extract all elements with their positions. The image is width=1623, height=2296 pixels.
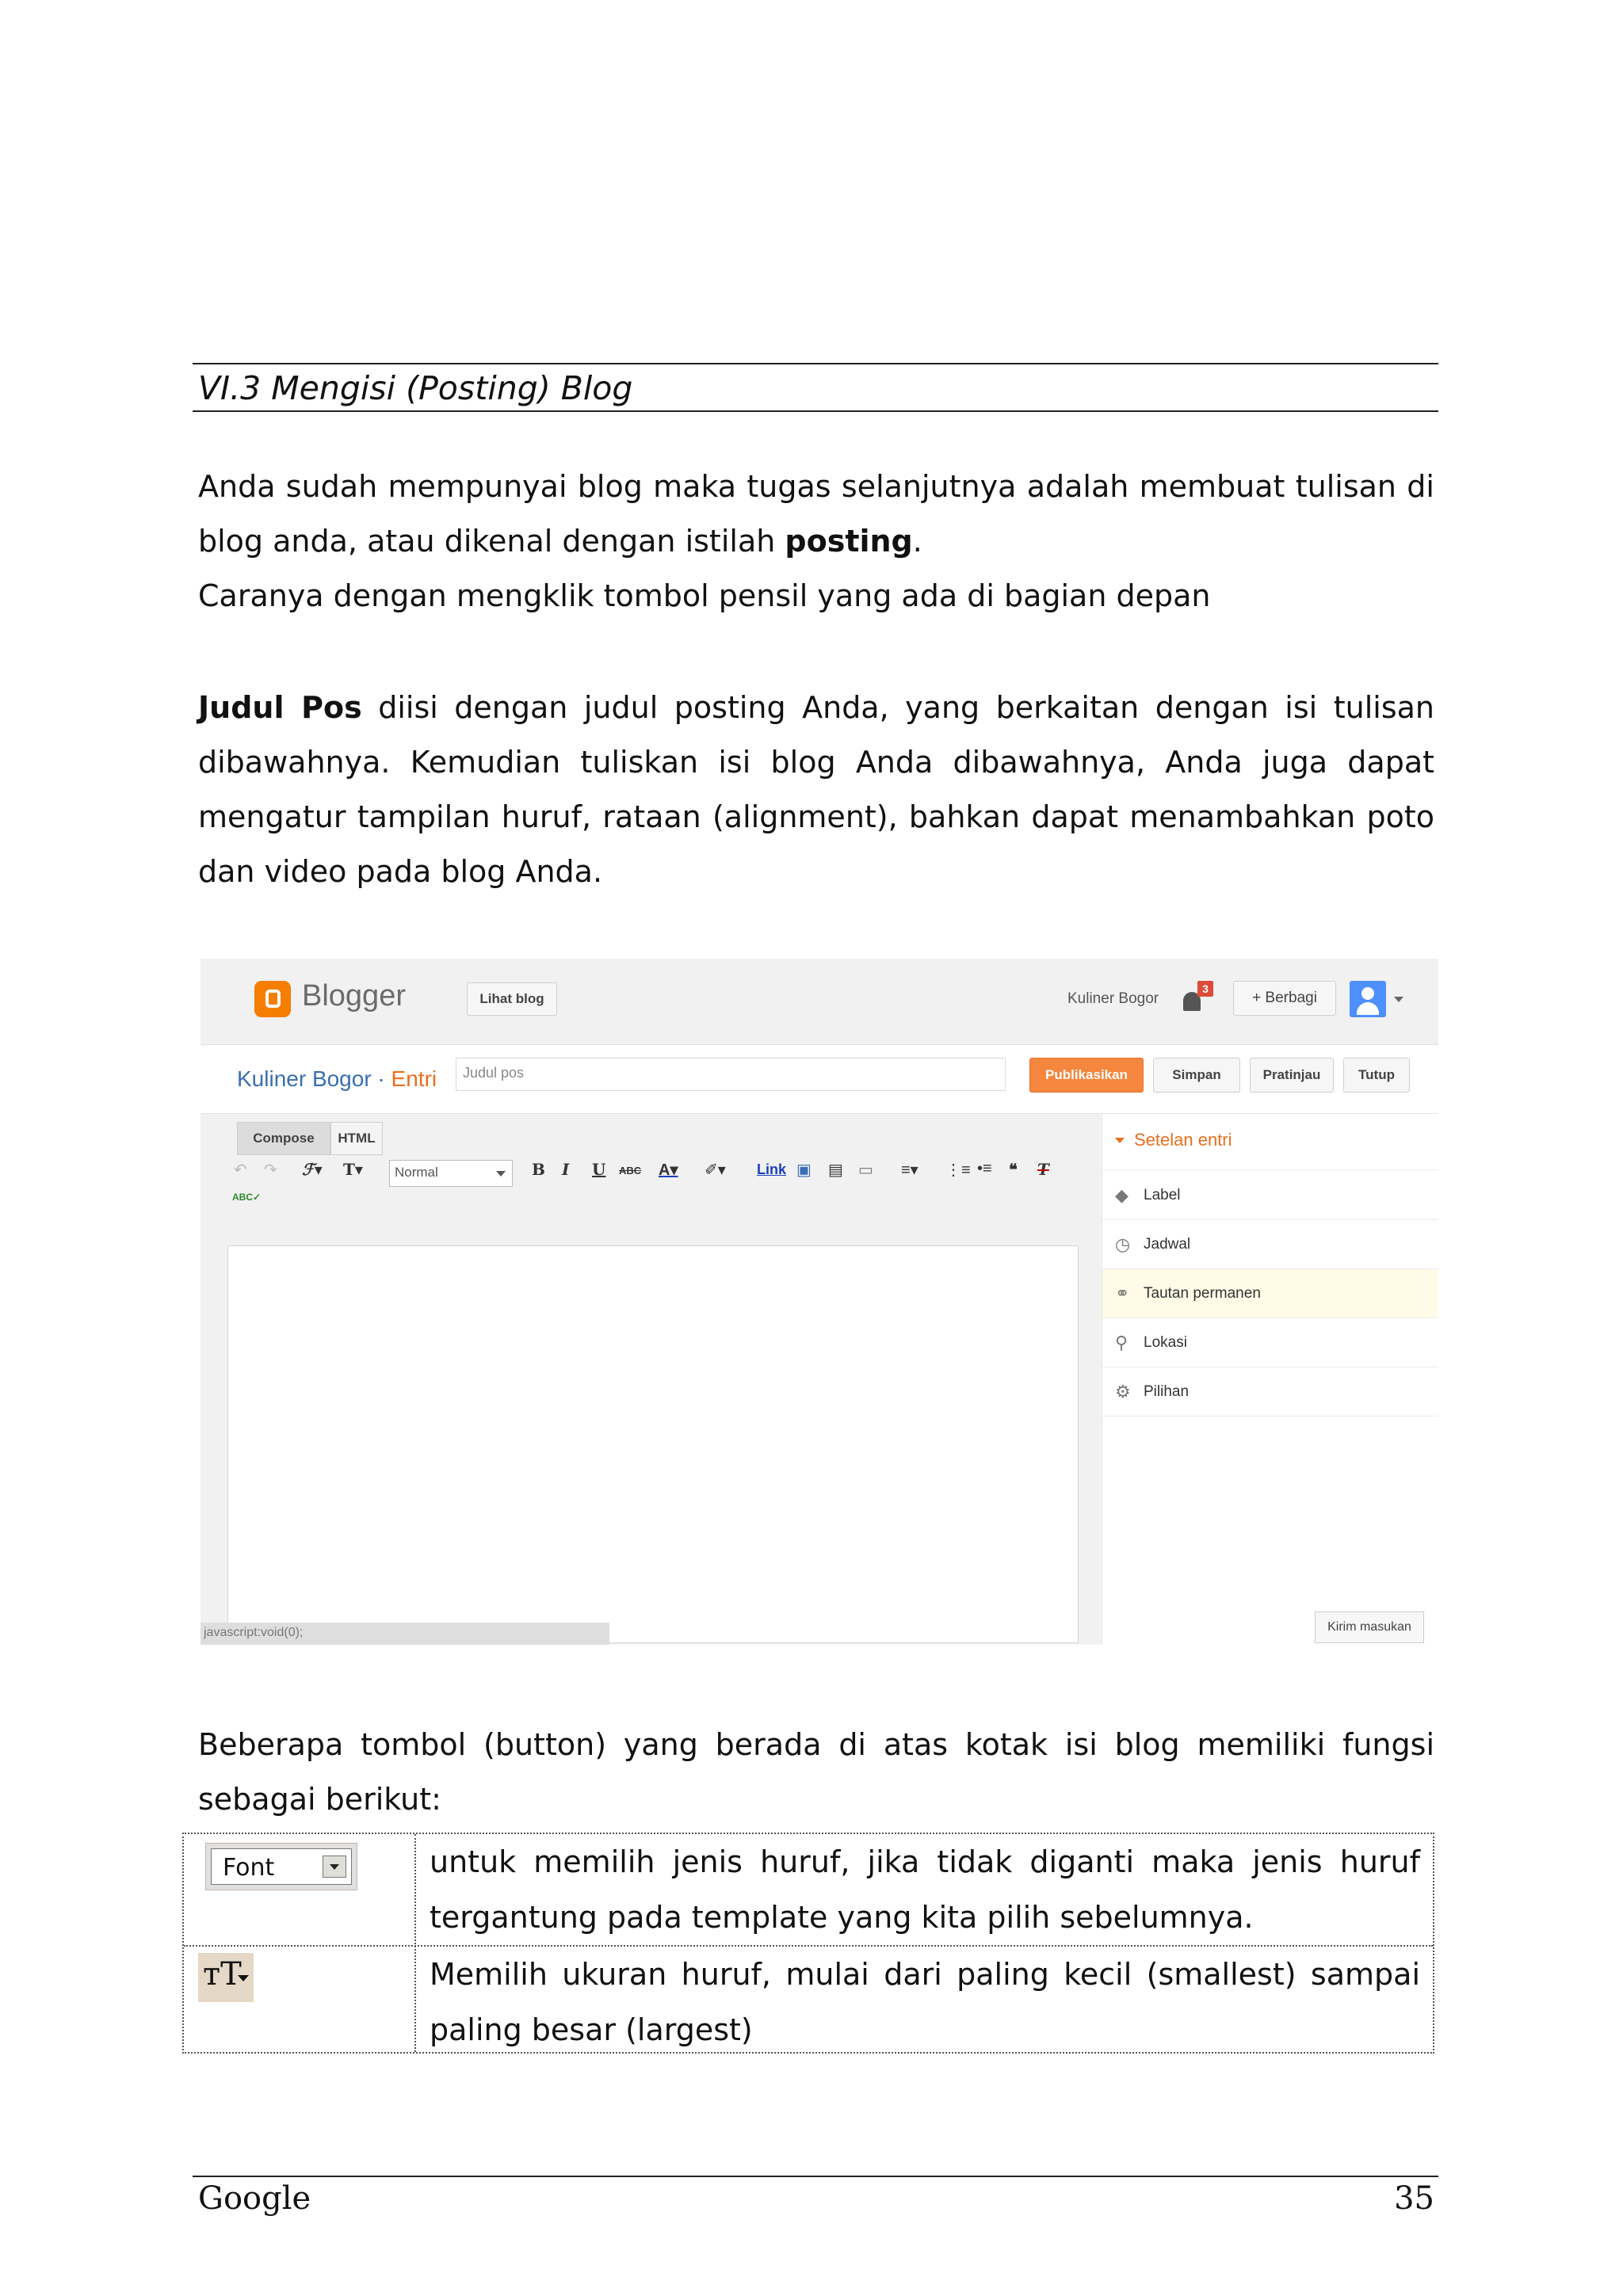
judul-paragraph <box>198 681 1434 899</box>
blog-breadcrumb: Kuliner Bogor · Entri <box>237 1066 437 1091</box>
undo-icon[interactable]: ↶ <box>234 1161 247 1179</box>
post-title-bar <box>200 1045 1438 1114</box>
settings-item-permalink[interactable]: ⚭ Tautan permanen <box>1102 1269 1438 1318</box>
page-number: 35 <box>1394 2180 1434 2217</box>
posting-term: posting <box>785 524 913 559</box>
gear-icon: ⚙ <box>1115 1382 1131 1402</box>
font-dropdown-widget <box>205 1843 357 1890</box>
tag-icon: ◆ <box>1115 1185 1128 1205</box>
redo-icon[interactable]: ↷ <box>264 1161 277 1179</box>
button-function-table <box>182 1833 1434 2054</box>
judul-line-3: mengatur tampilan huruf, rataan (alignment), bahkan dapat menambahkan poto <box>198 799 1434 834</box>
blogger-logo-icon <box>254 981 291 1017</box>
chevron-down-icon <box>238 1975 249 1981</box>
settings-heading[interactable]: Setelan entri <box>1134 1130 1232 1150</box>
post-body-editor[interactable] <box>227 1245 1079 1643</box>
settings-item-options[interactable]: ⚙ Pilihan <box>1102 1367 1438 1417</box>
video-icon[interactable]: ▤ <box>828 1161 843 1179</box>
quote-icon[interactable]: ❝ <box>1009 1161 1018 1179</box>
buttons-intro-paragraph <box>198 1718 1434 1827</box>
settings-item-label[interactable]: ◆ Label <box>1102 1171 1438 1220</box>
font-dropdown-label: Font <box>223 1854 275 1882</box>
link-button[interactable]: Link <box>757 1161 787 1177</box>
table-row-2-description: Memilih ukuran huruf, mulai dari paling kecil (smallest) sampai paling besar (largest) <box>430 1957 1420 2047</box>
publish-button[interactable]: Publikasikan <box>1029 1058 1144 1093</box>
buttons-intro-line-1: Beberapa tombol (button) yang berada di atas kotak isi blog memiliki fungsi <box>198 1727 1434 1762</box>
judul-line-1: Judul Pos diisi dengan judul posting Anda, yang berkaitan dengan isi tulisan <box>198 690 1434 725</box>
settings-item-schedule[interactable]: ◷ Jadwal <box>1102 1220 1438 1269</box>
settings-item-location[interactable]: ⚲ Lokasi <box>1102 1318 1438 1367</box>
avatar[interactable] <box>1350 981 1386 1017</box>
header-bottom-rule <box>193 410 1438 412</box>
strikethrough-icon[interactable]: ABC <box>619 1165 642 1177</box>
intro-line-3: Caranya dengan mengklik tombol pensil yang ada di bagian depan <box>198 578 1211 613</box>
chevron-down-icon <box>323 1855 346 1878</box>
blogger-editor-screenshot <box>200 959 1438 1645</box>
post-settings-panel <box>1102 1114 1438 1645</box>
save-button[interactable]: Simpan <box>1153 1058 1240 1093</box>
footer-label: Google <box>198 2180 311 2217</box>
text-color-icon[interactable]: A▾ <box>659 1161 678 1179</box>
bullet-list-icon[interactable]: •≡ <box>977 1160 992 1177</box>
underline-icon[interactable]: U <box>592 1160 606 1179</box>
table-row-1-description: untuk memilih jenis huruf, jika tidak diganti maka jenis huruf tergantung pada template yang kita pilih sebelumnya. <box>430 1844 1420 1935</box>
judul-pos-term: Judul Pos <box>198 690 362 725</box>
intro-line-1: Anda sudah mempunyai blog maka tugas selanjutnya adalah membuat tulisan di <box>198 469 1434 504</box>
font-size-icon[interactable]: T▾ <box>343 1160 363 1179</box>
clock-icon: ◷ <box>1115 1234 1131 1254</box>
user-name: Kuliner Bogor <box>1067 990 1159 1007</box>
share-button[interactable]: + Berbagi <box>1233 981 1336 1016</box>
footer-rule <box>193 2176 1438 2177</box>
intro-paragraph <box>198 460 1434 624</box>
font-size-icon: ᴛT <box>203 1956 242 1993</box>
font-family-icon[interactable]: ℱ▾ <box>302 1160 323 1179</box>
send-feedback-button[interactable]: Kirim masukan <box>1315 1611 1424 1643</box>
header-top-rule <box>193 363 1438 364</box>
image-icon[interactable]: ▣ <box>796 1161 812 1179</box>
intro-line-2: blog anda, atau dikenal dengan istilah posting. <box>198 524 922 559</box>
notification-badge: 3 <box>1197 981 1213 997</box>
chevron-down-icon <box>1115 1138 1125 1143</box>
table-column-divider <box>414 1834 416 2052</box>
post-title-input[interactable]: Judul pos <box>456 1058 1006 1091</box>
clear-format-icon[interactable]: T <box>1037 1160 1049 1179</box>
close-button[interactable]: Tutup <box>1343 1058 1410 1093</box>
link-icon: ⚭ <box>1115 1283 1130 1303</box>
blogger-app-name: Blogger <box>302 979 406 1013</box>
buttons-intro-line-2: sebagai berikut: <box>198 1782 441 1817</box>
bold-icon[interactable]: B <box>532 1160 545 1179</box>
view-blog-button[interactable]: Lihat blog <box>467 982 557 1016</box>
editor-area <box>200 1114 1101 1645</box>
numbered-list-icon[interactable]: ⋮≡ <box>945 1161 971 1179</box>
section-title: VI.3 Mengisi (Posting) Blog <box>198 369 633 407</box>
location-pin-icon: ⚲ <box>1115 1333 1128 1352</box>
spellcheck-icon[interactable]: ABC✓ <box>232 1192 262 1203</box>
align-icon[interactable]: ≡▾ <box>901 1161 918 1179</box>
font-size-widget <box>198 1953 254 2002</box>
italic-icon[interactable]: I <box>562 1160 570 1179</box>
chevron-down-icon[interactable] <box>1394 997 1403 1002</box>
judul-line-4: dan video pada blog Anda. <box>198 854 603 889</box>
format-select[interactable]: Normal <box>389 1160 513 1187</box>
tab-compose[interactable]: Compose <box>237 1122 330 1155</box>
jump-break-icon[interactable]: ▭ <box>858 1161 873 1179</box>
tab-html[interactable]: HTML <box>330 1122 383 1155</box>
status-bar: javascript:void(0); <box>200 1623 609 1645</box>
judul-line-2: dibawahnya. Kemudian tuliskan isi blog Anda dibawahnya, Anda juga dapat <box>198 745 1434 780</box>
highlight-icon[interactable]: ✐▾ <box>705 1161 726 1179</box>
preview-button[interactable]: Pratinjau <box>1250 1058 1334 1093</box>
blogger-topbar <box>200 959 1438 1045</box>
